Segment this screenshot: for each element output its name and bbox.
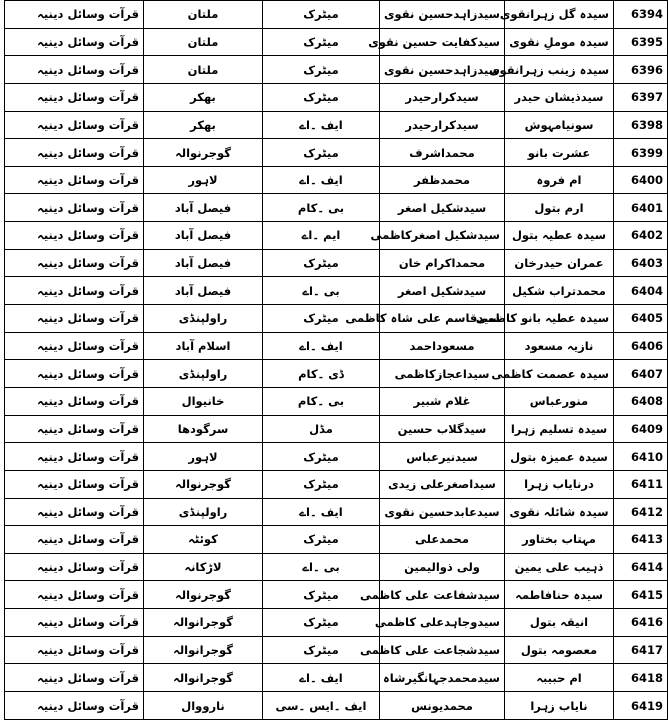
qualification-cell: میٹرک (263, 1, 380, 29)
student-name-cell: عشرت بانو (505, 139, 614, 167)
qualification-cell: میٹرک (263, 56, 380, 84)
city-cell: اسلام آباد (144, 332, 263, 360)
city-cell: خانیوال (144, 387, 263, 415)
city-cell: کوئٹہ (144, 526, 263, 554)
table-row (5, 443, 668, 471)
serial-number-cell: 6414 (614, 553, 668, 581)
student-name-cell: ام حبیبہ (505, 664, 614, 692)
subject-cell: قرآت وسائل دینیہ (5, 636, 144, 664)
qualification-cell: ڈی ۔کام (263, 360, 380, 388)
student-name-cell: سیدہ گل زہرانقوی (505, 1, 614, 29)
father-name-cell: سیدکرارحیدر (380, 83, 505, 111)
table-row (5, 470, 668, 498)
serial-number-cell: 6413 (614, 526, 668, 554)
student-name-cell: نایاب زہرا (505, 692, 614, 720)
qualification-cell: مڈل (263, 415, 380, 443)
serial-number-cell: 6410 (614, 443, 668, 471)
student-name-cell: منورعباس (505, 387, 614, 415)
qualification-cell: میٹرک (263, 249, 380, 277)
city-cell: ملتان (144, 56, 263, 84)
student-name-cell: درنایاب زہرا (505, 470, 614, 498)
subject-cell: قرآت وسائل دینیہ (5, 581, 144, 609)
serial-number-cell: 6416 (614, 609, 668, 637)
student-name-cell: انیقہ بتول (505, 609, 614, 637)
qualification-cell: بی ۔اے (263, 553, 380, 581)
father-name-cell: سیدمحمدجہانگیرشاہ (380, 664, 505, 692)
serial-number-cell: 6418 (614, 664, 668, 692)
father-name-cell: مسعوداحمد (380, 332, 505, 360)
subject-cell: قرآت وسائل دینیہ (5, 332, 144, 360)
city-cell: لاہور (144, 166, 263, 194)
serial-number-cell: 6404 (614, 277, 668, 305)
father-name-cell: محمدیونس (380, 692, 505, 720)
qualification-cell: بی ۔کام (263, 387, 380, 415)
city-cell: گوجرانوالہ (144, 664, 263, 692)
father-name-cell: سیدشکیل اصغر (380, 277, 505, 305)
serial-number-cell: 6398 (614, 111, 668, 139)
father-name-cell: سیدکفایت حسین نقوی (380, 28, 505, 56)
father-name-cell: محمدظفر (380, 166, 505, 194)
qualification-cell: میٹرک (263, 526, 380, 554)
serial-number-cell: 6395 (614, 28, 668, 56)
serial-number-cell: 6417 (614, 636, 668, 664)
student-name-cell: سیدہ عطیہ بتول (505, 222, 614, 250)
table-row (5, 387, 668, 415)
subject-cell: قرآت وسائل دینیہ (5, 387, 144, 415)
father-name-cell: سیدزاہدحسین نقوی (380, 1, 505, 29)
table-row (5, 415, 668, 443)
qualification-cell: بی ۔کام (263, 194, 380, 222)
father-name-cell: سیدشکیل اصغرکاظمی (380, 222, 505, 250)
father-name-cell: غلام شبیر (380, 387, 505, 415)
qualification-cell: بی ۔اے (263, 277, 380, 305)
qualification-cell: میٹرک (263, 305, 380, 333)
subject-cell: قرآت وسائل دینیہ (5, 194, 144, 222)
table-row (5, 1, 668, 29)
city-cell: راولپنڈی (144, 305, 263, 333)
serial-number-cell: 6415 (614, 581, 668, 609)
subject-cell: قرآت وسائل دینیہ (5, 526, 144, 554)
table-row (5, 56, 668, 84)
city-cell: فیصل آباد (144, 222, 263, 250)
city-cell: لاڑکانہ (144, 553, 263, 581)
qualification-cell: ایف ۔اے (263, 498, 380, 526)
serial-number-cell: 6407 (614, 360, 668, 388)
city-cell: گوجرانوالہ (144, 609, 263, 637)
serial-number-cell: 6403 (614, 249, 668, 277)
father-name-cell: سیداعجازکاظمی (380, 360, 505, 388)
qualification-cell: ایم ۔اے (263, 222, 380, 250)
serial-number-cell: 6397 (614, 83, 668, 111)
table-row (5, 28, 668, 56)
subject-cell: قرآت وسائل دینیہ (5, 111, 144, 139)
subject-cell: قرآت وسائل دینیہ (5, 222, 144, 250)
subject-cell: قرآت وسائل دینیہ (5, 415, 144, 443)
subject-cell: قرآت وسائل دینیہ (5, 249, 144, 277)
student-name-cell: نازیہ مسعود (505, 332, 614, 360)
registration-table (4, 0, 668, 720)
city-cell: بھکر (144, 83, 263, 111)
city-cell: لاہور (144, 443, 263, 471)
student-name-cell: سونیامہوش (505, 111, 614, 139)
table-row (5, 332, 668, 360)
subject-cell: قرآت وسائل دینیہ (5, 360, 144, 388)
student-name-cell: سیدہ موملِ نقوی (505, 28, 614, 56)
qualification-cell: ایف ۔اے (263, 664, 380, 692)
student-name-cell: ام فروہ (505, 166, 614, 194)
table-row (5, 636, 668, 664)
city-cell: ملتان (144, 28, 263, 56)
subject-cell: قرآت وسائل دینیہ (5, 470, 144, 498)
student-name-cell: سیدذیشان حیدر (505, 83, 614, 111)
serial-number-cell: 6419 (614, 692, 668, 720)
student-name-cell: سیدہ حنافاطمہ (505, 581, 614, 609)
subject-cell: قرآت وسائل دینیہ (5, 277, 144, 305)
table-row (5, 249, 668, 277)
father-name-cell: سیدشکیل اصغر (380, 194, 505, 222)
city-cell: نارووال (144, 692, 263, 720)
table-row (5, 194, 668, 222)
subject-cell: قرآت وسائل دینیہ (5, 1, 144, 29)
father-name-cell: سیدزاہدحسین نقوی (380, 56, 505, 84)
qualification-cell: میٹرک (263, 636, 380, 664)
student-name-cell: سیدہ عمیزہ بتول (505, 443, 614, 471)
registration-table-body (5, 1, 668, 720)
student-name-cell: معصومہ بتول (505, 636, 614, 664)
student-name-cell: سیدہ عطیہ بانو کاظمی (505, 305, 614, 333)
qualification-cell: ایف ۔اے (263, 111, 380, 139)
city-cell: راولپنڈی (144, 360, 263, 388)
father-name-cell: محمدعلی (380, 526, 505, 554)
father-name-cell: سیدشفاعت علی کاظمی (380, 581, 505, 609)
serial-number-cell: 6399 (614, 139, 668, 167)
table-row (5, 692, 668, 720)
father-name-cell: سیدعابدحسین نقوی (380, 498, 505, 526)
city-cell: گوجرنوالہ (144, 581, 263, 609)
subject-cell: قرآت وسائل دینیہ (5, 692, 144, 720)
father-name-cell: سیدقاسم علی شاہ کاظمی (380, 305, 505, 333)
subject-cell: قرآت وسائل دینیہ (5, 443, 144, 471)
table-row (5, 581, 668, 609)
table-row (5, 664, 668, 692)
qualification-cell: میٹرک (263, 83, 380, 111)
serial-number-cell: 6406 (614, 332, 668, 360)
subject-cell: قرآت وسائل دینیہ (5, 139, 144, 167)
serial-number-cell: 6412 (614, 498, 668, 526)
father-name-cell: سیداصغرعلی زیدی (380, 470, 505, 498)
city-cell: فیصل آباد (144, 194, 263, 222)
student-name-cell: سیدہ عصمت کاظمی (505, 360, 614, 388)
city-cell: گوجرانوالہ (144, 636, 263, 664)
table-row (5, 609, 668, 637)
serial-number-cell: 6405 (614, 305, 668, 333)
father-name-cell: سیدگلاب حسین (380, 415, 505, 443)
subject-cell: قرآت وسائل دینیہ (5, 166, 144, 194)
subject-cell: قرآت وسائل دینیہ (5, 609, 144, 637)
father-name-cell: سیدکرارحیدر (380, 111, 505, 139)
city-cell: ملتان (144, 1, 263, 29)
subject-cell: قرآت وسائل دینیہ (5, 664, 144, 692)
father-name-cell: سیدوجاہدعلی کاظمی (380, 609, 505, 637)
father-name-cell: سیدنیرعباس (380, 443, 505, 471)
table-row (5, 83, 668, 111)
table-row (5, 360, 668, 388)
student-name-cell: سیدہ زینب زہرانقوی (505, 56, 614, 84)
qualification-cell: ایف ۔ایس ۔سی (263, 692, 380, 720)
student-name-cell: سیدہ شائلہ نقوی (505, 498, 614, 526)
table-row (5, 305, 668, 333)
serial-number-cell: 6409 (614, 415, 668, 443)
table-row (5, 111, 668, 139)
table-row (5, 526, 668, 554)
qualification-cell: ایف ۔اے (263, 166, 380, 194)
subject-cell: قرآت وسائل دینیہ (5, 83, 144, 111)
father-name-cell: محمداکرام خان (380, 249, 505, 277)
father-name-cell: محمداشرف (380, 139, 505, 167)
city-cell: سرگودھا (144, 415, 263, 443)
serial-number-cell: 6394 (614, 1, 668, 29)
subject-cell: قرآت وسائل دینیہ (5, 56, 144, 84)
student-name-cell: ذہیب علی یمین (505, 553, 614, 581)
subject-cell: قرآت وسائل دینیہ (5, 305, 144, 333)
qualification-cell: میٹرک (263, 581, 380, 609)
city-cell: فیصل آباد (144, 277, 263, 305)
qualification-cell: میٹرک (263, 139, 380, 167)
qualification-cell: میٹرک (263, 443, 380, 471)
qualification-cell: میٹرک (263, 470, 380, 498)
student-name-cell: سیدہ تسلیم زہرا (505, 415, 614, 443)
father-name-cell: ولی ذوالیمین (380, 553, 505, 581)
serial-number-cell: 6401 (614, 194, 668, 222)
student-name-cell: محمدتراب شکیل (505, 277, 614, 305)
serial-number-cell: 6400 (614, 166, 668, 194)
student-name-cell: عمران حیدرخان (505, 249, 614, 277)
serial-number-cell: 6411 (614, 470, 668, 498)
qualification-cell: ایف ۔اے (263, 332, 380, 360)
qualification-cell: میٹرک (263, 609, 380, 637)
student-name-cell: ارم بتول (505, 194, 614, 222)
city-cell: گوجرنوالہ (144, 470, 263, 498)
table-row (5, 553, 668, 581)
serial-number-cell: 6402 (614, 222, 668, 250)
table-row (5, 222, 668, 250)
serial-number-cell: 6396 (614, 56, 668, 84)
city-cell: راولپنڈی (144, 498, 263, 526)
city-cell: گوجرنوالہ (144, 139, 263, 167)
city-cell: بھکر (144, 111, 263, 139)
table-row (5, 498, 668, 526)
subject-cell: قرآت وسائل دینیہ (5, 553, 144, 581)
table-row (5, 139, 668, 167)
table-row (5, 277, 668, 305)
city-cell: فیصل آباد (144, 249, 263, 277)
father-name-cell: سیدشجاعت علی کاظمی (380, 636, 505, 664)
student-name-cell: مہتاب بختاور (505, 526, 614, 554)
table-row (5, 166, 668, 194)
subject-cell: قرآت وسائل دینیہ (5, 498, 144, 526)
serial-number-cell: 6408 (614, 387, 668, 415)
subject-cell: قرآت وسائل دینیہ (5, 28, 144, 56)
qualification-cell: میٹرک (263, 28, 380, 56)
